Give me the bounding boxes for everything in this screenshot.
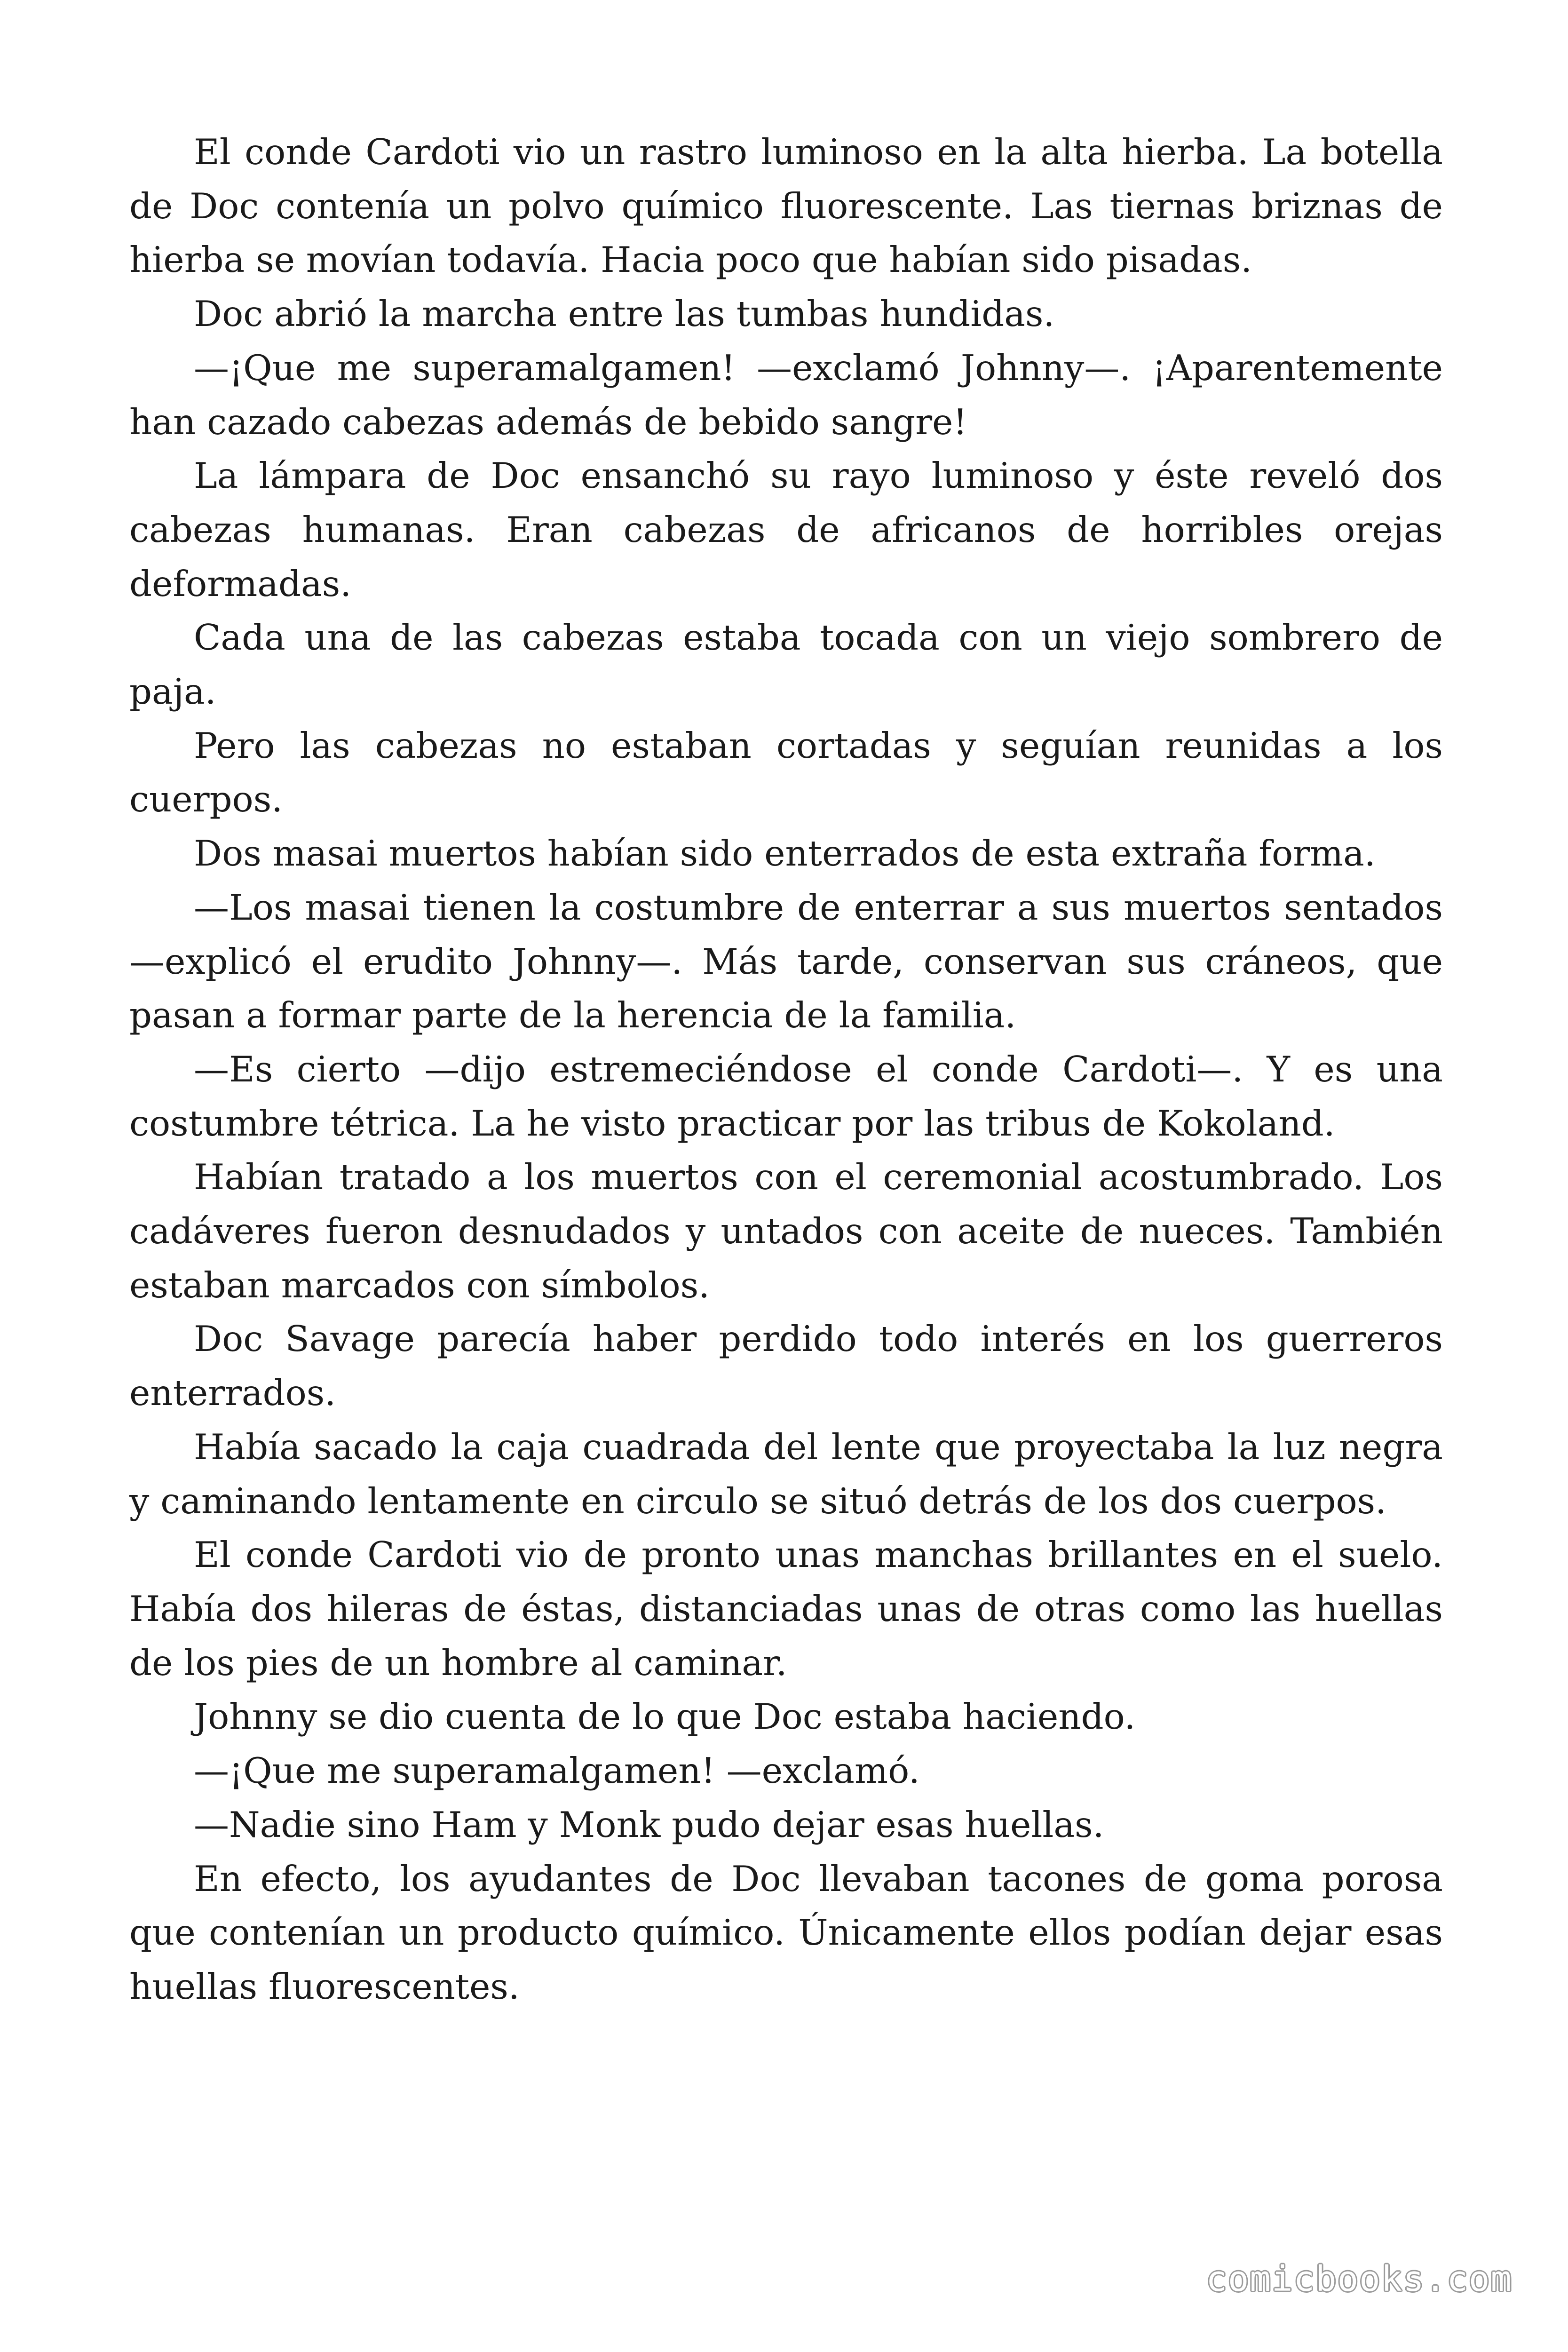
paragraph: La lámpara de Doc ensanchó su rayo luminoso y éste reveló dos cabezas humanas. Eran cabezas de africanos de horribles orejas deformadas. [129,455,1443,604]
paragraph: —¡Que me superamalgamen! —exclamó. [194,1750,920,1792]
paragraph: El conde Cardoti vio de pronto unas manchas brillantes en el suelo. Había dos hileras de éstas, distanciadas unas de otras como las huellas de los pies de un hombre al caminar. [129,1534,1443,1684]
paragraph: Doc Savage parecía haber perdido todo interés en los guerreros enterrados. [129,1318,1443,1414]
paragraph: Pero las cabezas no estaban cortadas y seguían reunidas a los cuerpos. [129,724,1443,820]
paragraph: —Es cierto —dijo estremeciéndose el conde Cardoti—. Y es una costumbre tétrica. La he visto practicar por las tribus de Kokoland. [129,1048,1443,1144]
paragraph: Dos masai muertos habían sido enterrados de esta extraña forma. [194,833,1376,874]
paragraph: Había sacado la caja cuadrada del lente que proyectaba la luz negra y caminando lentamente en circulo se situó detrás de los dos cuerpos. [129,1426,1443,1522]
page-text [129,125,1443,2014]
paragraph: Habían tratado a los muertos con el ceremonial acostumbrado. Los cadáveres fueron desnudados y untados con aceite de nueces. También estaban marcados con símbolos. [129,1156,1443,1306]
paragraph: En efecto, los ayudantes de Doc llevaban tacones de goma porosa que contenían un producto químico. Únicamente ellos podían dejar esas huellas fluorescentes. [129,1858,1443,2007]
paragraph: El conde Cardoti vio un rastro luminoso en la alta hierba. La botella de Doc contenía un polvo químico fluorescente. Las tiernas briznas de hierba se movían todavía. Hacia poco que habían sido pisadas. [129,131,1443,281]
paragraph: —¡Que me superamalgamen! —exclamó Johnny—. ¡Aparentemente han cazado cabezas además de bebido sangre! [129,347,1443,443]
paragraph: —Nadie sino Ham y Monk pudo dejar esas huellas. [194,1804,1104,1845]
paragraph: Cada una de las cabezas estaba tocada con un viejo sombrero de paja. [129,617,1443,713]
paragraph: Doc abrió la marcha entre las tumbas hundidas. [194,293,1055,335]
watermark: comicbooks.com [1206,2259,1513,2299]
paragraph: —Los masai tienen la costumbre de enterrar a sus muertos sentados —explicó el erudito Johnny—. Más tarde, conservan sus cráneos, que pasan a formar parte de la herencia de la familia. [129,886,1443,1036]
paragraph: Johnny se dio cuenta de lo que Doc estaba haciendo. [194,1696,1136,1738]
